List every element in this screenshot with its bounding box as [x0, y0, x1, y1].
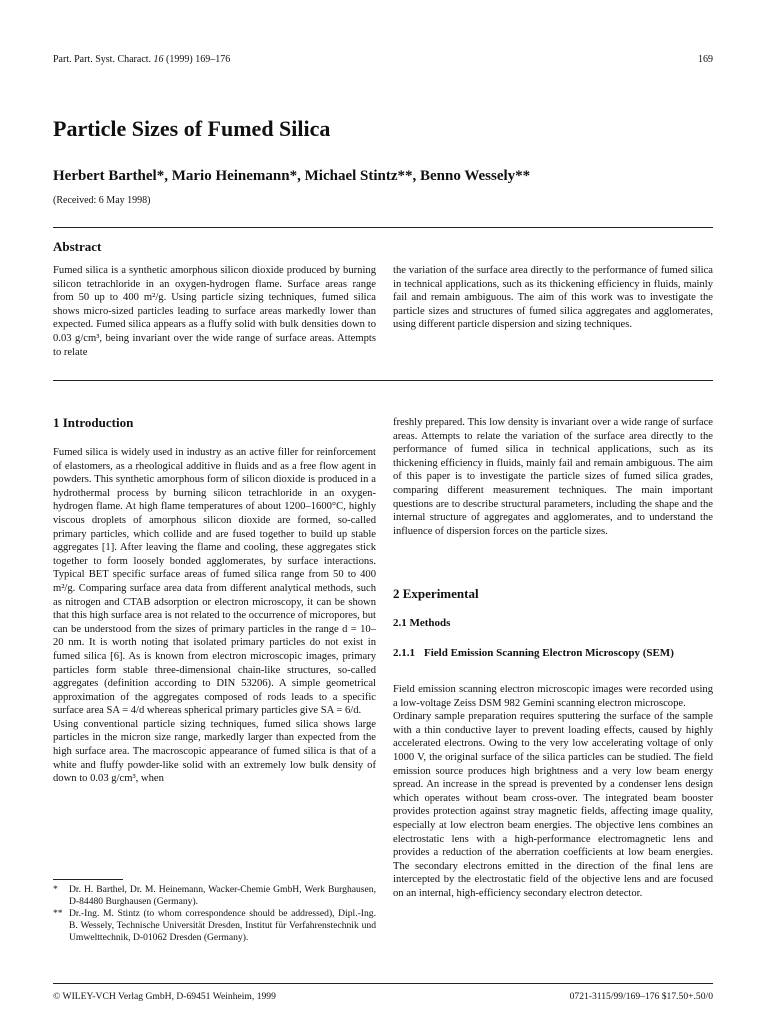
- journal-citation: [53, 54, 230, 65]
- introduction-paragraph-1: Fumed silica is widely used in industry as an active filler for reinforcement of elastomers, as a rheological additive in fluids and as a free flow agent in powders. This synthetic amorphous form of silicon dioxide is produced in a hydrothermal process by burning silicon tetrachloride in an oxygen-hydrogen flame. At high flame temperatures of about 1200–1600°C, highly viscous droplets of amorphous silicon dioxide are formed, so-called primary particles, which collide and are fused together to build up stable aggregates [1]. After leaving the flame and cooling, these aggregates stick together to form loosely bonded agglomerates, by surface interactions. Typical BET specific surface areas of fumed silica range from 50 to 400 m²/g. Comparing surface area data from different analytical methods, such as nitrogen and CTAB adsorption or electron microscopy, it can be shown that this high surface area is not related to the occurrence of micropores, but can be understood from the sizes of primary particles in the range d = 10–20 nm. It is worth noting that isolated primary particles do not exist in fumed silica [6]. As is known from electron microscopic images, primary particles form stable three-dimensional chain-like structures, so-called aggregates (definition according to DIN 53206). A simple geometrical approximation of the aggregates composed of rods leads to a specific surface area SA = 4/d whereas spherical primary particles give SA = 6/d.: [53, 447, 376, 717]
- sem-subheading: [393, 646, 713, 660]
- introduction-paragraph-3: freshly prepared. This low density is invariant over a wide range of surface areas. Attempts to relate the variation of the surface area directly to the performance of fumed silica in technical applications, such as its thickening efficiency in fluids, mainly fail and remain ambiguous. The aim of this paper is to investigate the particle sizes of fumed silica grades, comparing different measurement techniques. The main important questions are to describe structural parameters, including the shape and the internal structure of aggregates and agglomerates, and to understand the influence of dispersion forces on the particle sizes.: [393, 417, 713, 537]
- introduction-continued-column: [393, 416, 713, 538]
- abstract-heading: Abstract: [53, 239, 102, 254]
- footnotes: [53, 884, 376, 944]
- footnote-1-mark: *: [53, 884, 58, 895]
- experimental-heading: 2 Experimental: [393, 586, 479, 601]
- abstract-bottom-rule: [53, 380, 713, 381]
- author-list: Herbert Barthel*, Mario Heinemann*, Michael Stintz**, Benno Wessely**: [53, 168, 531, 184]
- introduction-paragraph-2: Using conventional particle sizing techniques, fumed silica shows large particles in the micron size range, markedly larger than expected from the high surface area. The macroscopic appearance of fumed silica is that of a white and fluffy powder-like solid with an extremely low bulk density of down to 0.03 g/cm³, when: [53, 718, 376, 785]
- abstract-top-rule: [53, 227, 713, 228]
- journal-name: Part. Part. Syst. Charact.: [53, 54, 152, 65]
- sem-section-title: Field Emission Scanning Electron Microscopy (SEM): [424, 647, 674, 659]
- sem-paragraph-2: Ordinary sample preparation requires sputtering the surface of the sample with a thin conductive layer to prevent loading effects, caused by highly accelerated electrons. Owing to the very low accelerating voltage of only 1000 V, the original surface of the silica particles can be studied. The field emission source produces high brightness and a very low beam energy spread. An increase in the spread is prevented by a condenser lens design which operates without beam cross-over. The integrated beam booster provides protection against stray magnetic fields, affecting image quality, especially at low electron beam energies. The objective lens combines an electrostatic lens with a high-performance electromagnetic lens and provides a reduction of the aberration coefficients at low beam energies. The secondary electrons emitted in the direction of the final lens are intercepted by the electrostatic field of the objective lens and are focused on an internal, high-efficiency secondary electron detector.: [393, 711, 713, 899]
- abstract-right-column: [393, 264, 713, 332]
- introduction-column: [53, 446, 376, 786]
- running-header: [53, 54, 713, 65]
- methods-heading: 2.1 Methods: [393, 617, 451, 629]
- footnote-2-text: Dr.-Ing. M. Stintz (to whom correspondence should be addressed), Dipl.-Ing. B. Wessely, Technische Universität Dresden, Institut für Verfahrenstechnik und Umwelttechnik, D-01062 Dresden (Germany).: [69, 908, 376, 943]
- paper-title: Particle Sizes of Fumed Silica: [53, 116, 331, 141]
- footer-rule: [53, 983, 713, 984]
- sem-paragraph-1: Field emission scanning electron microscopic images were recorded using a low-voltage Zeiss DSM 982 Gemini scanning electron microscope.: [393, 684, 713, 709]
- abstract-text-left: Fumed silica is a synthetic amorphous silicon dioxide produced by burning silicon tetrachloride in an oxygen-hydrogen flame. Surface areas range from 50 up to 400 m²/g. Using particle sizing techniques, fumed silica shows micro-sized particles leading to surface areas markedly lower than expected. Fumed silica appears as a fluffy solid with bulk densities down to 0.03 g/cm³, being invariant over the wide range of surface areas. Attempts to relate: [53, 265, 376, 358]
- copyright-notice: © WILEY-VCH Verlag GmbH, D-69451 Weinheim, 1999: [53, 991, 276, 1002]
- journal-year-pages: (1999) 169–176: [166, 54, 231, 65]
- issn-price-code: 0721-3115/99/169–176 $17.50+.50/0: [569, 991, 713, 1002]
- footnote-2-mark: **: [53, 908, 63, 919]
- footnote-rule: [53, 879, 123, 880]
- sem-column: [393, 683, 713, 901]
- footnote-2: [53, 908, 376, 944]
- sem-section-number: 2.1.1: [393, 647, 415, 659]
- introduction-heading: 1 Introduction: [53, 415, 134, 430]
- abstract-left-column: [53, 264, 376, 359]
- footnote-1: [53, 884, 376, 908]
- page-footer: [53, 991, 713, 1002]
- footnote-1-text: Dr. H. Barthel, Dr. M. Heinemann, Wacker-Chemie GmbH, Werk Burghausen, D-84480 Burghausen (Germany).: [69, 884, 376, 907]
- page-number: 169: [698, 54, 713, 65]
- abstract-text-right: the variation of the surface area directly to the performance of fumed silica in technical applications, such as its thickening efficiency in fluids, mainly fail and remain ambiguous. The aim of this work was to investigate the particle sizes and structures of fumed silica aggregates and agglomerates, using different particle dispersion and sizing techniques.: [393, 265, 713, 331]
- journal-volume: 16: [153, 54, 164, 65]
- received-date: (Received: 6 May 1998): [53, 195, 151, 206]
